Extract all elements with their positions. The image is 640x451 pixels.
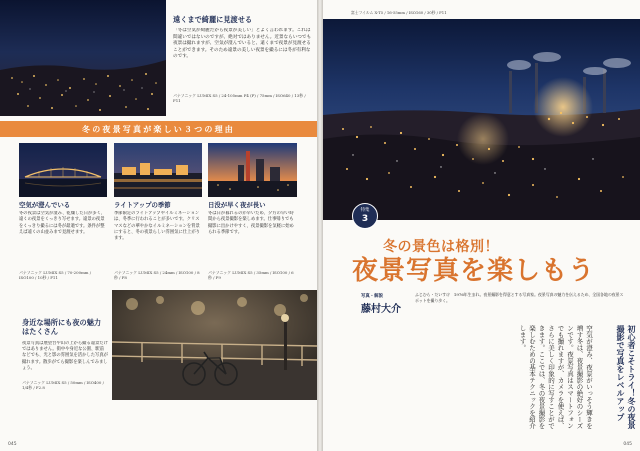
top-photo-caption: 富士フイルム X-T5 / 16-55mm / ISO160 / 30秒 / F11	[351, 10, 447, 15]
feature-badge	[352, 203, 378, 229]
photo-lightup-harbor	[114, 143, 202, 197]
bottom-block-body: 夜景写真は展望台や山の上から撮る遠景だけではありません。街中や身近な公園、駅前などでも、光と影の雰囲気を活かした写真が撮れます。散歩がてら撮影を楽しんでみましょう。	[22, 341, 108, 371]
reason-2-heading: ライトアップの季節	[114, 201, 171, 209]
author-label: 写真・解説	[361, 294, 383, 299]
photo-bridge-night	[19, 143, 107, 197]
feature-title: 夜景写真を楽しもう	[352, 256, 596, 286]
left-page-number: 045	[8, 442, 17, 447]
photo-night-city-panorama	[0, 0, 166, 116]
reason-1-body: 冬の夜景は空気が澄み、乾燥した日が多く、遠くの夜景をくっきり写せます。遠景の夜景をくっきり撮るには冬が最適です。条件が整えば遠くの山並みまで見渡せます。	[19, 211, 106, 235]
right-page-number: 045	[623, 442, 632, 447]
sidebar-heading: 初心者こそトライ！冬の夜景撮影で写真をレベルアップ	[616, 325, 637, 429]
right-page	[323, 0, 640, 451]
photo-tower-dusk	[208, 143, 297, 197]
bottom-block-caption: パナソニック LUMIX S5 / 50mm / ISO400 / 1/4秒 / F2.8	[22, 380, 104, 391]
photo-factory-night-view	[323, 19, 640, 220]
reason-2-body: 季節限定のライトアップやイルミネーションは、冬季に行われることが多いです。クリスマスなどの華やかなイルミネーションを背景にすると、冬の夜景らしい雰囲気に仕上がります。	[114, 211, 200, 242]
reasons-banner-text: 冬の夜景写真が楽しい３つの理由	[82, 124, 235, 134]
photo-street-bicycle	[112, 290, 317, 400]
intro-body: 空気が澄み、夜景がいっそう輝きを増す冬は、夜景撮影の絶好のシーズンです。夜景写真はスマートフォンでも撮れますが、カメラを使えば、さらに美しく印象的に写すことができます。ここでは、冬の夜景撮影を楽しむための基本テクニックを紹介します。	[518, 325, 593, 429]
reason-3-heading: 日没が早く夜が長い	[208, 201, 266, 209]
top-block-body: 「冬は空気が綺麗だから夜景が美しい」とよく言われます。これは間違いではないのですが、絶対ではありません。近景ならいつでも夜景は撮れますが、空気が澄んでいると、遠くまで夜景が見渡せることができます。そのため遠景の美しい夜景を撮るには冬が有利なのです。	[173, 28, 312, 60]
left-page	[0, 0, 317, 451]
catch-copy: 冬の景色は格別！	[383, 239, 499, 255]
author-bio: ふじむら・だいすけ 1976年生まれ。夜景撮影を得意とする写真家。夜景写真の魅力を伝えるため、全国各地の夜景スポットを撮り歩く。	[415, 292, 624, 303]
reason-3-caption: パナソニック LUMIX S5 / 35mm / ISO100 / 6秒 / F9	[208, 270, 294, 281]
author-name: 藤村大介	[361, 304, 401, 315]
reason-1-caption: パナソニック LUMIX S5 / 70-200mm / ISO100 / 10秒 / F11	[19, 270, 92, 281]
reason-1-heading: 空気が澄んでいる	[19, 201, 71, 209]
feature-badge-label: 特集	[360, 208, 370, 213]
top-block-caption: パナソニック LUMIX S5 / 24-105mm F4 (P) / 75mm / ISO640 / 13秒 / F11	[173, 93, 306, 104]
feature-badge-number: 3	[361, 214, 369, 224]
reason-2-caption: パナソニック LUMIX S5 / 24mm / ISO100 / 8秒 / F8	[114, 270, 200, 281]
reasons-banner	[0, 121, 317, 137]
top-block-heading: 遠くまで綺麗に見渡せる	[173, 15, 253, 24]
reason-3-body: 冬は日が暮れるのが早いため、夕方の早い時間から夜景撮影を楽しめます。仕事帰りでも撮影に出かけやすく、夜景撮影を気軽に始められる季節です。	[208, 211, 294, 235]
bottom-block-heading: 身近な場所にも夜の魅力はたくさん	[22, 318, 102, 336]
